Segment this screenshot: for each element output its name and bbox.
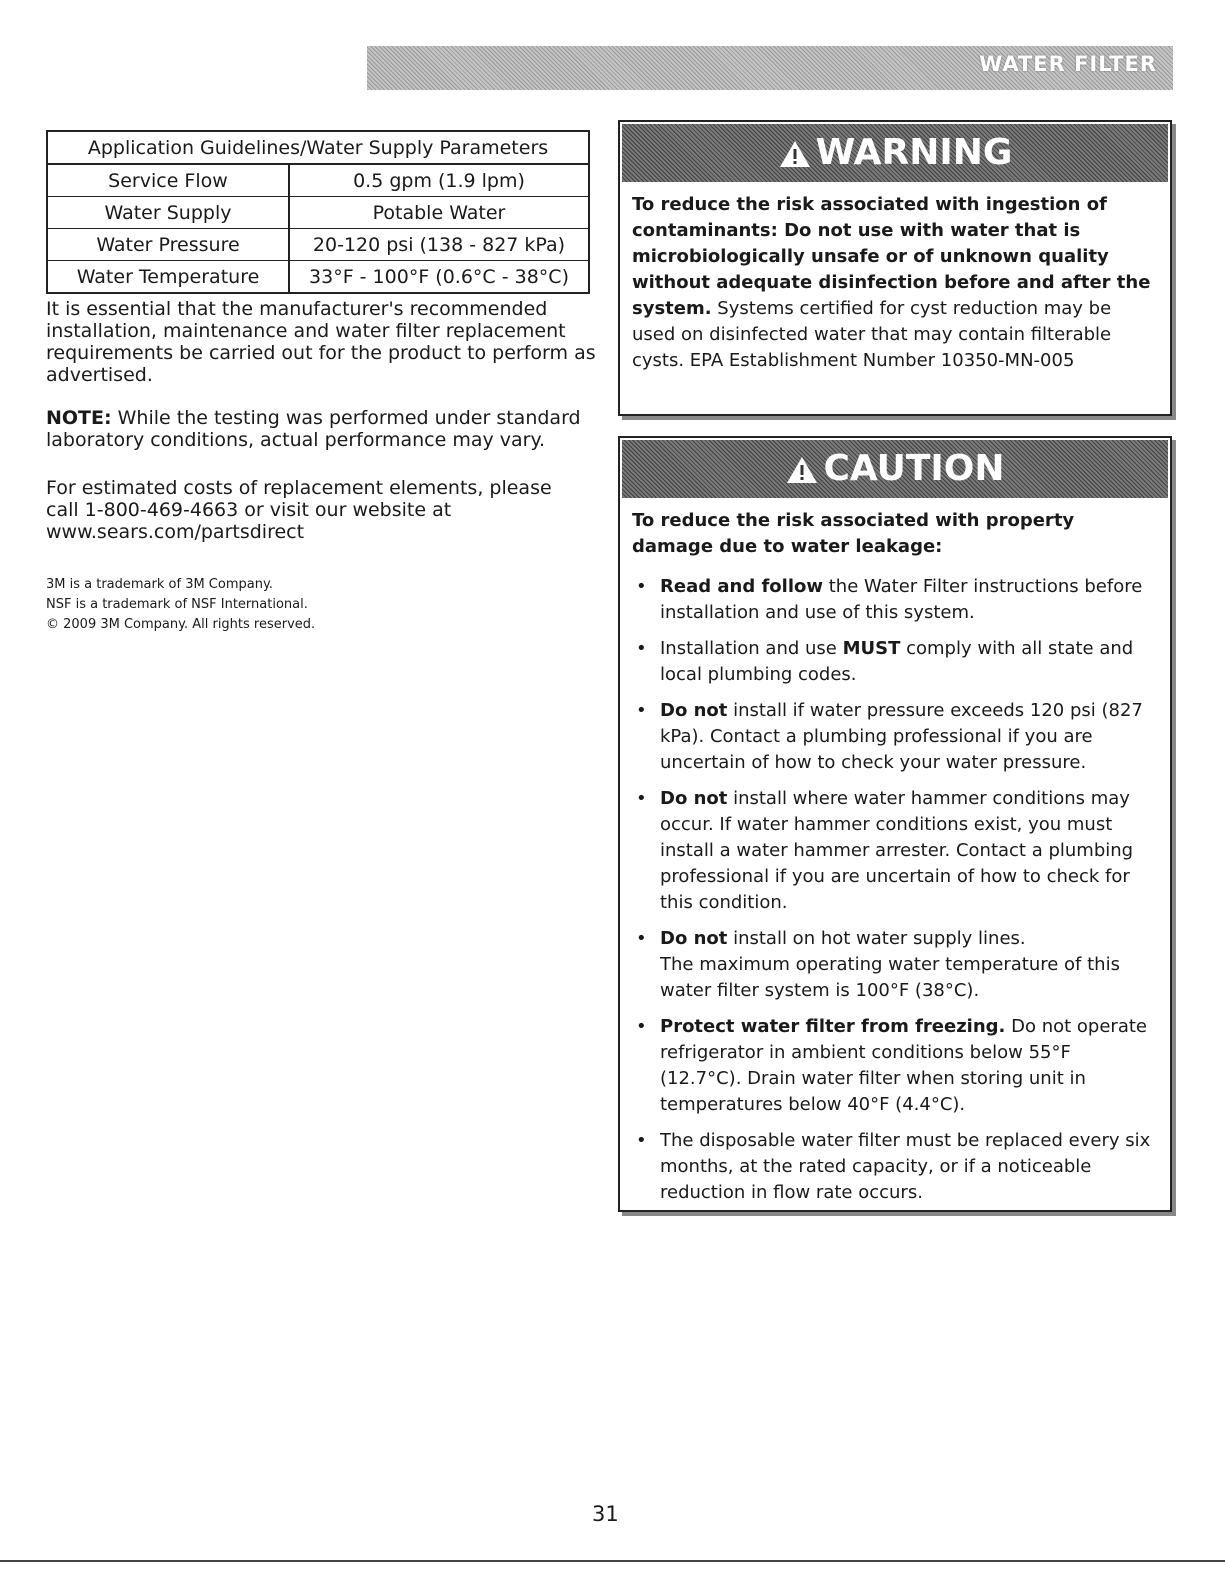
row-label: Water Pressure: [47, 229, 289, 261]
list-item: [632, 574, 1154, 626]
page-number: 31: [592, 1502, 619, 1526]
item-text: The disposable water filter must be replaced every six months, at the rated capacity, or if a noticeable reduction in flow rate occurs.: [660, 1130, 1151, 1203]
item-bold: Protect water filter from freezing.: [660, 1016, 1006, 1037]
row-value: 20-120 psi (138 - 827 kPa): [289, 229, 589, 261]
list-item: [632, 636, 1154, 688]
caution-list: [632, 574, 1154, 1206]
trademark-notes: [46, 575, 315, 635]
list-item: [632, 1128, 1154, 1206]
table-row: [47, 261, 589, 294]
section-header-band: [367, 46, 1173, 90]
row-value: Potable Water: [289, 197, 589, 229]
item-text: Do not operate refrigerator in ambient conditions below 55°F (12.7°C). Drain water filter when storing unit in temperatures below 40°F (4.4°C).: [660, 1016, 1147, 1115]
row-value: 33°F - 100°F (0.6°C - 38°C): [289, 261, 589, 294]
item-text: The maximum operating water temperature of this water filter system is 100°F (38°C).: [660, 954, 1120, 1001]
trademark-line: 3M is a trademark of 3M Company.: [46, 577, 273, 592]
table-title: Application Guidelines/Water Supply Parameters: [47, 131, 589, 164]
caution-body: [620, 500, 1170, 1230]
note-paragraph: [46, 407, 606, 451]
row-value: 0.5 gpm (1.9 lpm): [289, 164, 589, 197]
table-row: [47, 197, 589, 229]
warning-triangle-icon: [785, 455, 819, 485]
table-row: [47, 164, 589, 197]
caution-header: [622, 440, 1168, 498]
warning-box: [618, 120, 1172, 416]
item-text: install if water pressure exceeds 120 psi (827 kPa). Contact a plumbing professional if you are uncertain of how to check your water pressure.: [660, 700, 1143, 773]
warning-triangle-icon: [778, 139, 812, 169]
copyright-line: © 2009 3M Company. All rights reserved.: [46, 617, 316, 632]
list-item: [632, 926, 1154, 1004]
item-text: Installation and use: [660, 638, 843, 659]
item-bold: Read and follow: [660, 576, 824, 597]
row-label: Water Supply: [47, 197, 289, 229]
water-supply-parameters-table: [46, 130, 590, 294]
item-bold: Do not: [660, 700, 728, 721]
replacement-cost-paragraph: For estimated costs of replacement elements, please call 1-800-469-4663 or visit our website at www.sears.com/partsdirect: [46, 477, 552, 543]
warning-body: [620, 184, 1170, 388]
note-text: While the testing was performed under standard laboratory conditions, actual performance may vary.: [46, 407, 581, 451]
warning-header: [622, 124, 1168, 182]
warning-bold-text: To reduce the risk associated with ingestion of contaminants: Do not use with water that is microbiologically unsafe or of unknown quality without adequate disinfection before and after the system.: [632, 194, 1151, 319]
row-label: Service Flow: [47, 164, 289, 197]
item-text: the Water Filter instructions before installation and use of this system.: [660, 576, 1143, 623]
item-text: install where water hammer conditions may occur. If water hammer conditions exist, you must install a water hammer arrester. Contact a plumbing professional if you are uncertain of how to check for this condition.: [660, 788, 1134, 913]
item-bold: Do not: [660, 788, 728, 809]
list-item: [632, 786, 1154, 916]
section-title: WATER FILTER: [979, 52, 1157, 76]
row-label: Water Temperature: [47, 261, 289, 294]
note-label: NOTE:: [46, 407, 112, 429]
caution-box: [618, 436, 1172, 1212]
list-item: [632, 698, 1154, 776]
list-item: [632, 1014, 1154, 1118]
item-bold: MUST: [842, 638, 901, 659]
trademark-line: NSF is a trademark of NSF International.: [46, 597, 308, 612]
warning-title: WARNING: [815, 132, 1013, 173]
caution-title: CAUTION: [823, 448, 1005, 489]
warning-text: Systems certified for cyst reduction may be used on disinfected water that may contain filterable cysts. EPA Establishment Number 10350-MN-005: [632, 298, 1112, 371]
item-text: comply with all state and local plumbing codes.: [660, 638, 1134, 685]
caution-intro: To reduce the risk associated with property damage due to water leakage:: [632, 510, 1075, 557]
item-text: install on hot water supply lines.: [727, 928, 1026, 949]
bottom-rule: [0, 1560, 1225, 1562]
item-bold: Do not: [660, 928, 728, 949]
requirements-paragraph: It is essential that the manufacturer's recommended installation, maintenance and water filter replacement requirements be carried out for the product to perform as advertised.: [46, 298, 596, 386]
table-row: [47, 229, 589, 261]
